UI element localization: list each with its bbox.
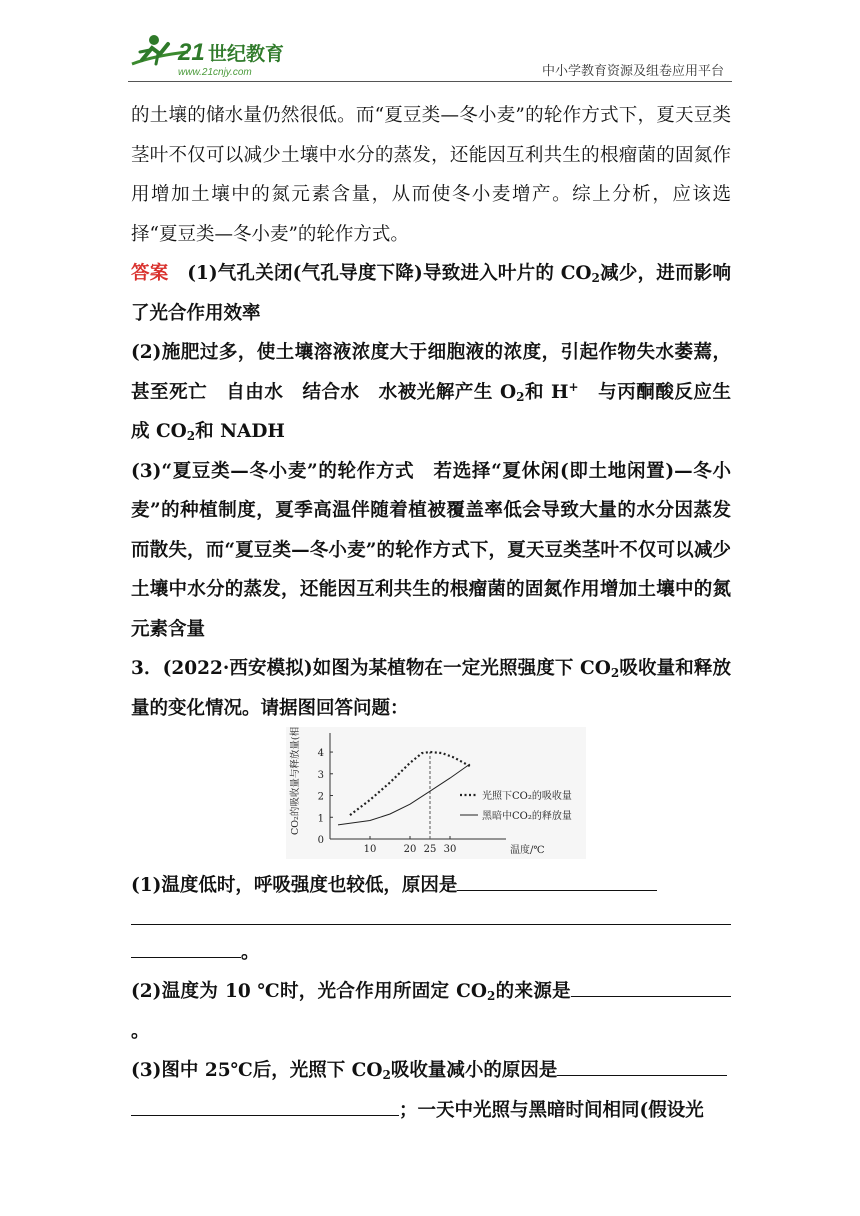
x-tick-label: 25 [423,844,437,855]
answer-blank-3b[interactable] [131,1095,399,1116]
y-tick-label: 3 [317,769,324,781]
x-tick-label: 20 [403,844,417,855]
answer-blank-1c[interactable] [131,937,241,958]
x-tick-label: 30 [443,844,457,855]
legend-label: 光照下CO₂的吸收量 [482,791,572,802]
sub-question-1-end: 。 [131,933,731,973]
chart-svg [286,727,586,859]
answer-blank-3[interactable] [557,1055,727,1076]
co2-temperature-chart [286,727,586,859]
page-header [0,0,860,90]
answer-blank-2[interactable] [571,976,731,997]
answer-3: (3)“夏豆类—冬小麦”的轮作方式 若选择“夏休闲(即土地闲置)—冬小麦”的种植制度，夏季高温伴随着植被覆盖率低会导致大量的水分因蒸发而散失，而“夏豆类—冬小麦”的轮作方式下，夏天豆类茎叶不仅可以减少土壤中水分的蒸发，还能因互利共生的根瘤菌的固氮作用增加土壤中的氮元素含量 [131,460,731,640]
answer-blank-1[interactable] [457,870,657,891]
y-tick-label: 0 [317,835,324,846]
sub-question-1: (1)温度低时，呼吸强度也较低，原因是 [131,866,731,906]
y-tick-label: 4 [317,748,324,760]
site-slogan: 中小学教育资源及组卷应用平台 [541,64,724,79]
header-divider [128,81,732,82]
answer-2: (2)施肥过多，使土壤溶液浓度大于细胞液的浓度，引起作物失水萎蔫，甚至死亡 自由水 结合水 水被光解产生 $O_2$和 H+ 与丙酮酸反应生成 $CO_2$和 NADH [131,342,731,443]
svg-text:21: 21 [178,39,205,66]
y-axis-label: CO₂的吸收量与释放量(相对值) [290,727,301,835]
answer-label: 答案 [131,263,169,284]
svg-text:世纪教育: 世纪教育 [208,43,285,65]
y-tick-label: 2 [317,791,324,803]
y-tick-label: 1 [317,813,324,825]
site-logo [128,30,298,82]
document-body [131,96,731,728]
x-tick-label: 10 [363,844,377,855]
question-parts [131,866,731,1130]
explanation-paragraph: 的土壤的储水量仍然很低。而“夏豆类—冬小麦”的轮作方式下，夏天豆类茎叶不仅可以减少土壤中水分的蒸发，还能因互利共生的根瘤菌的固氮作用增加土壤中的氮元素含量，从而使冬小麦增产。综上分析，应该选择“夏豆类—冬小麦”的轮作方式。 [131,105,731,245]
sub-question-3: (3)图中 25℃后，光照下 $CO_2$吸收量减小的原因是 [131,1051,731,1091]
x-axis-label: 温度/℃ [510,845,545,856]
question-3-stem: 3．(2022·西安模拟)如图为某植物在一定光照强度下 $CO_2$吸收量和释放量的变化情况。请据图回答问题： [131,658,731,719]
sub-question-3-cont: ；一天中光照与黑暗时间相同(假设光 [131,1091,731,1131]
legend-label: 黑暗中CO₂的释放量 [482,811,572,822]
sub-question-2: (2)温度为 10 ℃时，光合作用所固定 $CO_2$的来源是。 [131,972,731,1051]
answer-1: 答案 (1)气孔关闭(气孔导度下降)导致进入叶片的 $CO_2$减少，进而影响了光合作用效率 [131,263,731,324]
logo-url: www.21cnjy.com [178,67,252,78]
